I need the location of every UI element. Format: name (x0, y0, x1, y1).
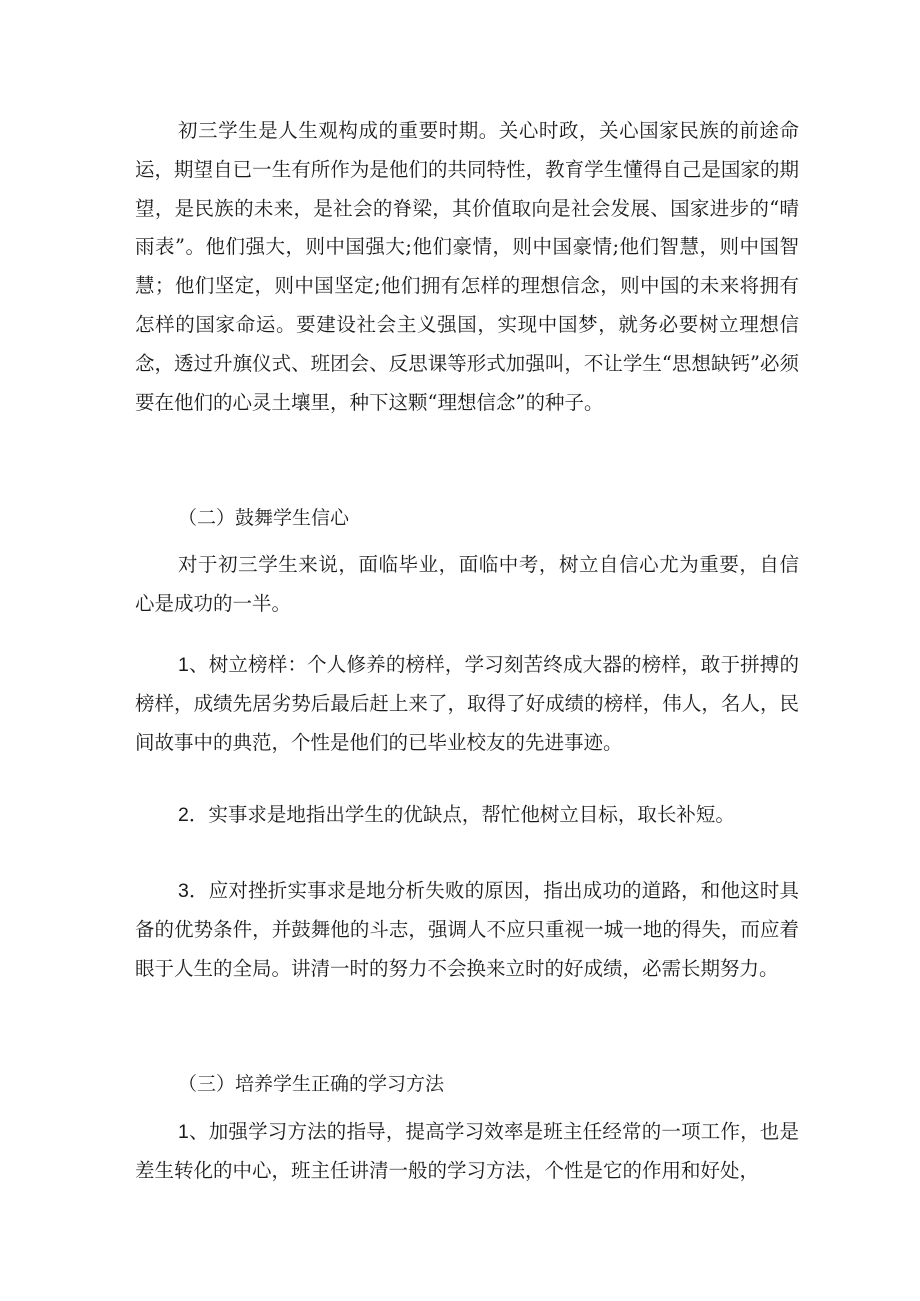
paragraph-ideals: 初三学生是人生观构成的重要时期。关心时政，关心国家民族的前途命运，期望自已一生有所作为是他们的共同特性，教育学生懂得自己是国家的期望，是民族的未来，是社会的脊梁，其价值取向是社会发展、国家进步的“晴雨表”。他们强大，则中国强大;他们豪情，则中国豪情;他们智慧，则中国智慧；他们坚定，则中国坚定;他们拥有怎样的理想信念，则中国的未来将拥有怎样的国家命运。要建设社会主义强国，实现中国梦，就务必要树立理想信念，透过升旗仪式、班团会、反思课等形式加强叫，不让学生“思想缺钙”必须要在他们的心灵土壤里，种下这颗“理想信念”的种子。 (135, 119, 799, 414)
list-item-strengths (178, 800, 735, 830)
paragraph-confidence-intro: 对于初三学生来说，面临毕业，面临中考，树立自信心尤为重要，自信心是成功的一半。 (135, 553, 799, 615)
section-heading-study-methods: （三）培养学生正确的学习方法 (178, 1073, 445, 1095)
list-item-text: 、加强学习方法的指导，提高学习效率是班主任经常的一项工作，也是差生转化的中心，班主任讲清一般的学习方法，个性是它的作用和好处， (135, 1120, 799, 1182)
section-heading-confidence: （二）鼓舞学生信心 (178, 507, 350, 529)
list-item-number: 1 (178, 654, 189, 676)
list-item-setbacks (135, 872, 799, 988)
list-item-text: 、树立榜样：个人修养的榜样，学习刻苦终成大器的榜样，敢于拼搏的榜样，成绩先居劣势后最后赶上来了，取得了好成绩的榜样，伟人，名人，民间故事中的典范，个性是他们的已毕业校友的先进事迹。 (135, 653, 799, 754)
list-item-number: 3 (178, 880, 189, 902)
list-item-text: ．实事求是地指出学生的优缺点，帮忙他树立目标，取长补短。 (188, 803, 735, 826)
list-item-number: 1 (178, 1121, 189, 1143)
list-item-text: ．应对挫折实事求是地分析失败的原因，指出成功的道路，和他这时具备的优势条件，并鼓舞他的斗志，强调人不应只重视一城一地的得失，而应着眼于人生的全局。讲清一时的努力不会换来立时的好成绩，必需长期努力。 (135, 879, 799, 980)
list-item-number: 2 (178, 804, 189, 826)
list-item-role-models (135, 646, 799, 762)
list-item-study-guidance (135, 1113, 799, 1191)
